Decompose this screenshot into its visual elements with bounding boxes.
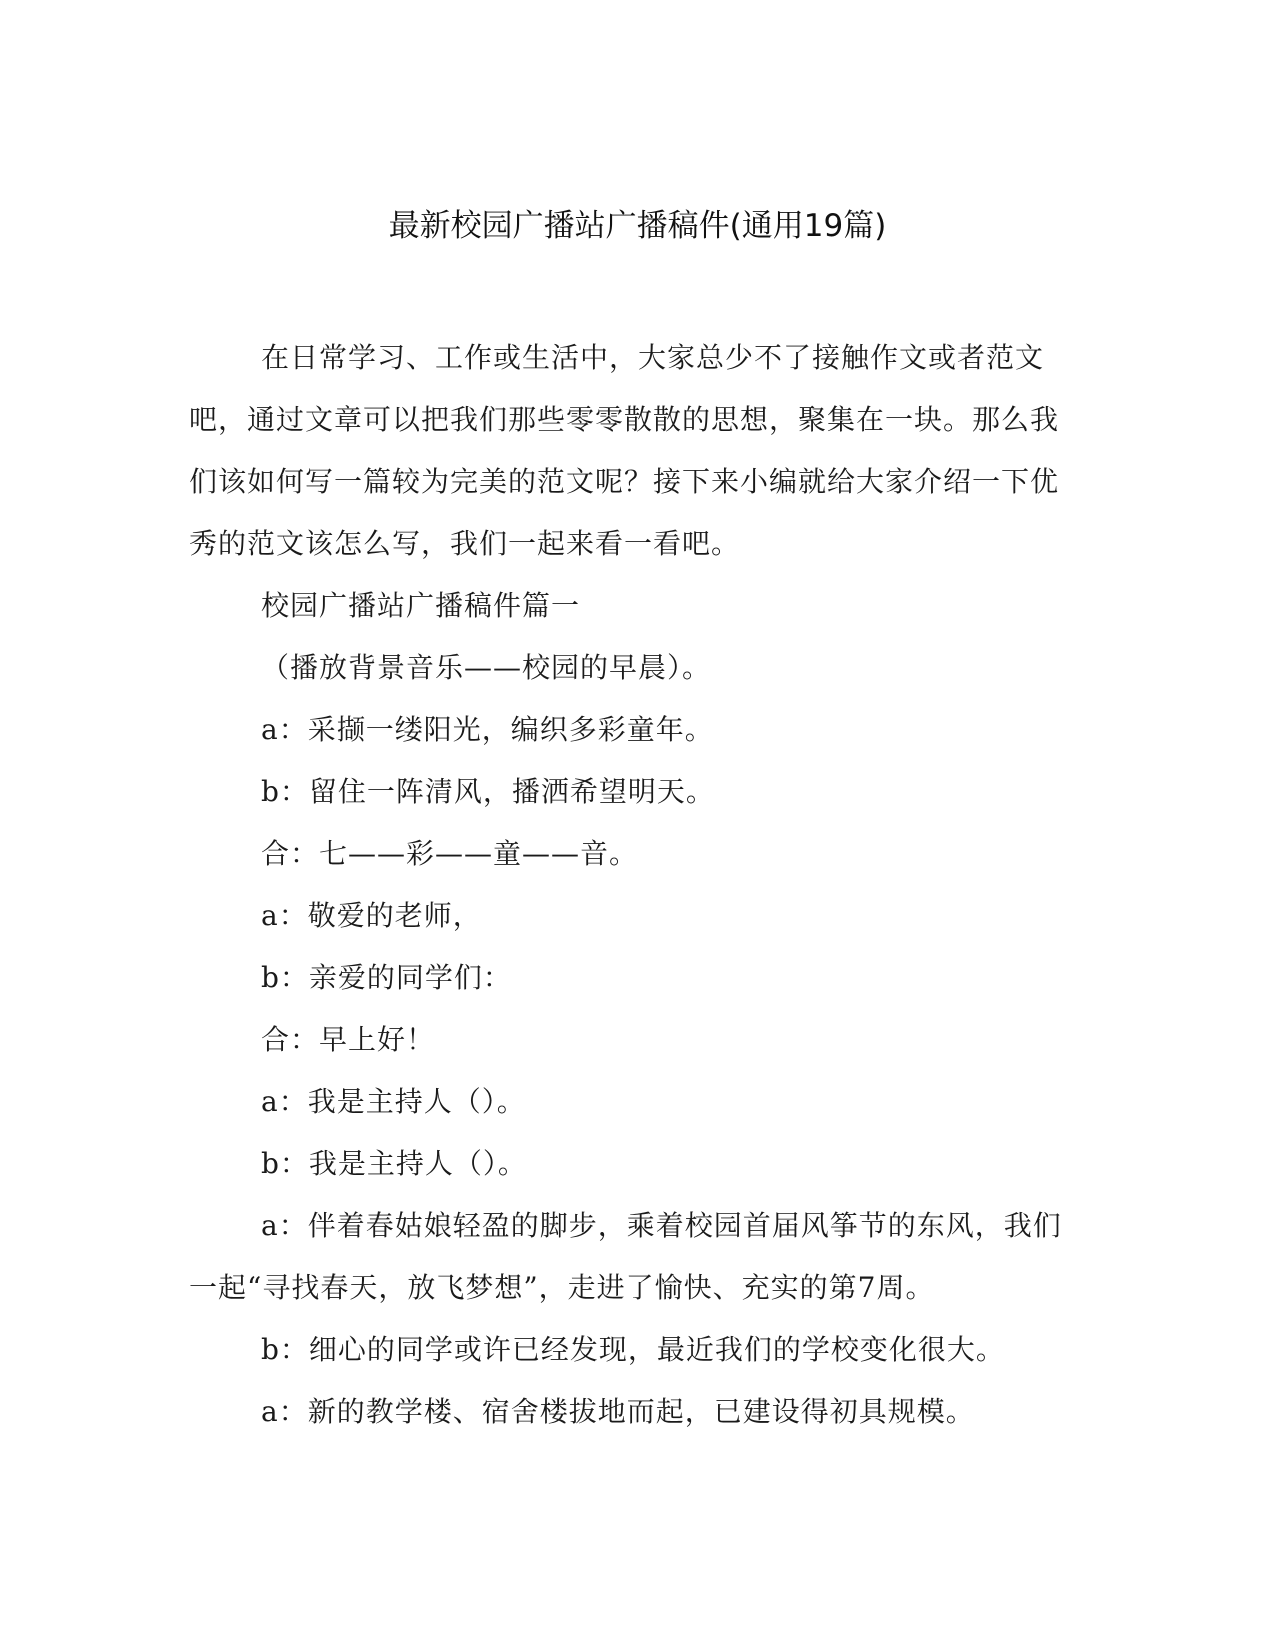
script-line: b：留住一阵清风，播洒希望明天。 xyxy=(261,775,715,808)
section-heading: 校园广播站广播稿件篇一 xyxy=(261,589,581,622)
script-line: a：采撷一缕阳光，编织多彩童年。 xyxy=(261,713,714,746)
intro-paragraph: 在日常学习、工作或生活中，大家总少不了接触作文或者范文吧，通过文章可以把我们那些零零散散的思想，聚集在一块。那么我们该如何写一篇较为完美的范文呢？接下来小编就给大家介绍一下优秀的范文该怎么写，我们一起来看一看吧。 xyxy=(189,341,1060,560)
script-line: a：我是主持人（）。 xyxy=(261,1085,526,1118)
script-line: a：伴着春姑娘轻盈的脚步，乘着校园首届风筝节的东风，我们一起“寻找春天，放飞梦想”，走进了愉快、充实的第7周。 xyxy=(189,1209,1062,1304)
document-title: 最新校园广播站广播稿件(通用19篇) xyxy=(388,208,887,244)
script-line: b：我是主持人（）。 xyxy=(261,1147,527,1180)
document-body xyxy=(189,327,1086,1443)
script-line: b：亲爱的同学们： xyxy=(261,961,512,994)
script-line: a：敬爱的老师， xyxy=(261,899,482,932)
script-line: b：细心的同学或许已经发现，最近我们的学校变化很大。 xyxy=(261,1333,1005,1366)
stage-direction: （播放背景音乐——校园的早晨）。 xyxy=(261,651,712,684)
script-line: a：新的教学楼、宿舍楼拔地而起，已建设得初具规模。 xyxy=(261,1395,975,1428)
script-line: 合：七——彩——童——音。 xyxy=(261,837,639,870)
script-line: 合：早上好！ xyxy=(261,1023,436,1056)
